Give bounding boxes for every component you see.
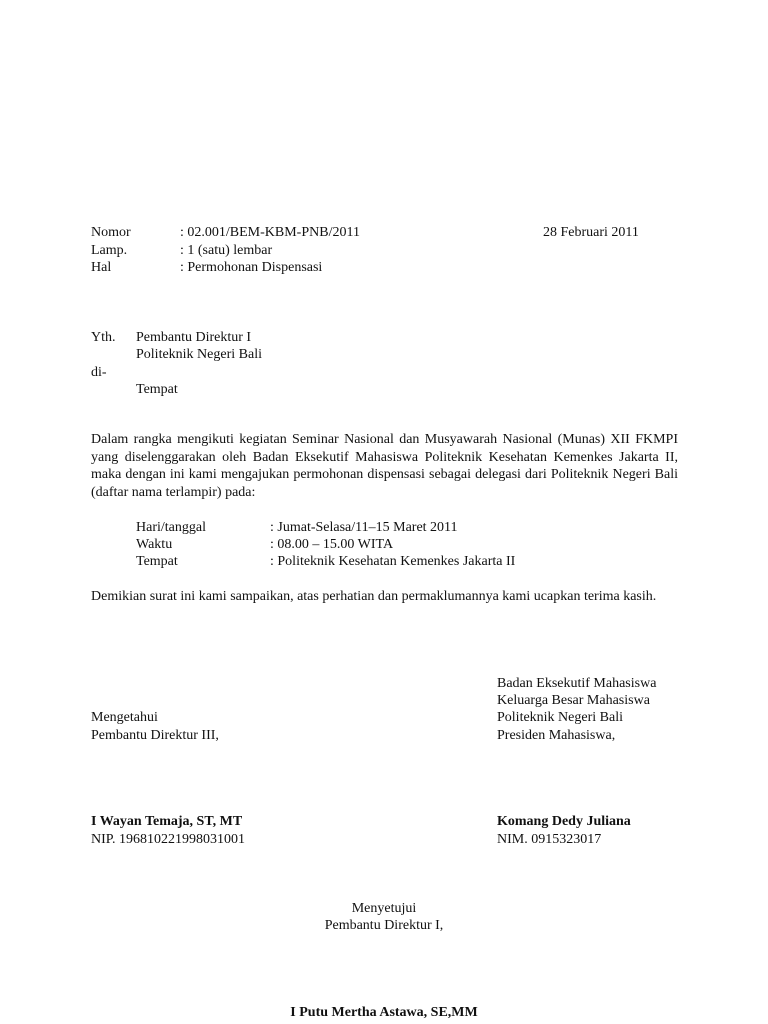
signer-left-name: I Wayan Temaja, ST, MT	[91, 814, 243, 829]
letter-date: 28 Februari 2011	[543, 225, 639, 240]
body-paragraph-2: Demikian surat ini kami sampaikan, atas perhatian dan permaklumannya kami ucapkan terima kasih.	[91, 589, 657, 604]
signer-right-title: Presiden Mahasiswa,	[497, 728, 616, 743]
detail-label-place: Tempat	[136, 554, 178, 569]
approval-signer-name: I Putu Mertha Astawa, SE,MM	[290, 1005, 478, 1020]
signer-right-id: NIM. 0915323017	[497, 832, 602, 847]
detail-value-place: : Politeknik Kesehatan Kemenkes Jakarta II	[270, 554, 516, 569]
signer-right-name: Komang Dedy Juliana	[497, 814, 631, 829]
di-label: di-	[91, 365, 107, 380]
signer-left-title: Pembantu Direktur III,	[91, 728, 219, 743]
lamp-label: Lamp.	[91, 243, 128, 258]
yth-label: Yth.	[91, 330, 116, 345]
signer-left-id: NIP. 196810221998031001	[91, 832, 246, 847]
hal-value: : Permohonan Dispensasi	[180, 260, 323, 275]
detail-label-date: Hari/tanggal	[136, 520, 206, 535]
detail-value-date: : Jumat-Selasa/11–15 Maret 2011	[270, 520, 458, 535]
lamp-value: : 1 (satu) lembar	[180, 243, 273, 258]
signer-right-org-2: Keluarga Besar Mahasiswa	[497, 693, 650, 708]
detail-label-time: Waktu	[136, 537, 173, 552]
recipient-title: Pembantu Direktur I	[136, 330, 252, 345]
hal-label: Hal	[91, 260, 112, 275]
recipient-institution: Politeknik Negeri Bali	[136, 347, 262, 362]
signer-right-org-3: Politeknik Negeri Bali	[497, 710, 623, 725]
signer-right-org-1: Badan Eksekutif Mahasiswa	[497, 676, 657, 691]
body-paragraph-1: Dalam rangka mengikuti kegiatan Seminar Nasional dan Musyawarah Nasional (Munas) XII FKMPI yang diselenggarakan oleh Badan Eksekutif Mahasiswa Politeknik Kesehatan Kemenkes Jakarta II, maka dengan ini kami mengajukan permohonan dispensasi sebagai delegasi dari Politeknik Negeri Bali (daftar nama terlampir) pada:	[91, 432, 678, 500]
detail-value-time: : 08.00 – 15.00 WITA	[270, 537, 394, 552]
recipient-place: Tempat	[136, 382, 178, 397]
signer-left-heading: Mengetahui	[91, 710, 158, 725]
approval-heading: Menyetujui	[351, 901, 417, 916]
nomor-label: Nomor	[91, 225, 131, 240]
nomor-value: : 02.001/BEM-KBM-PNB/2011	[180, 225, 360, 240]
approval-title: Pembantu Direktur I,	[324, 918, 444, 933]
